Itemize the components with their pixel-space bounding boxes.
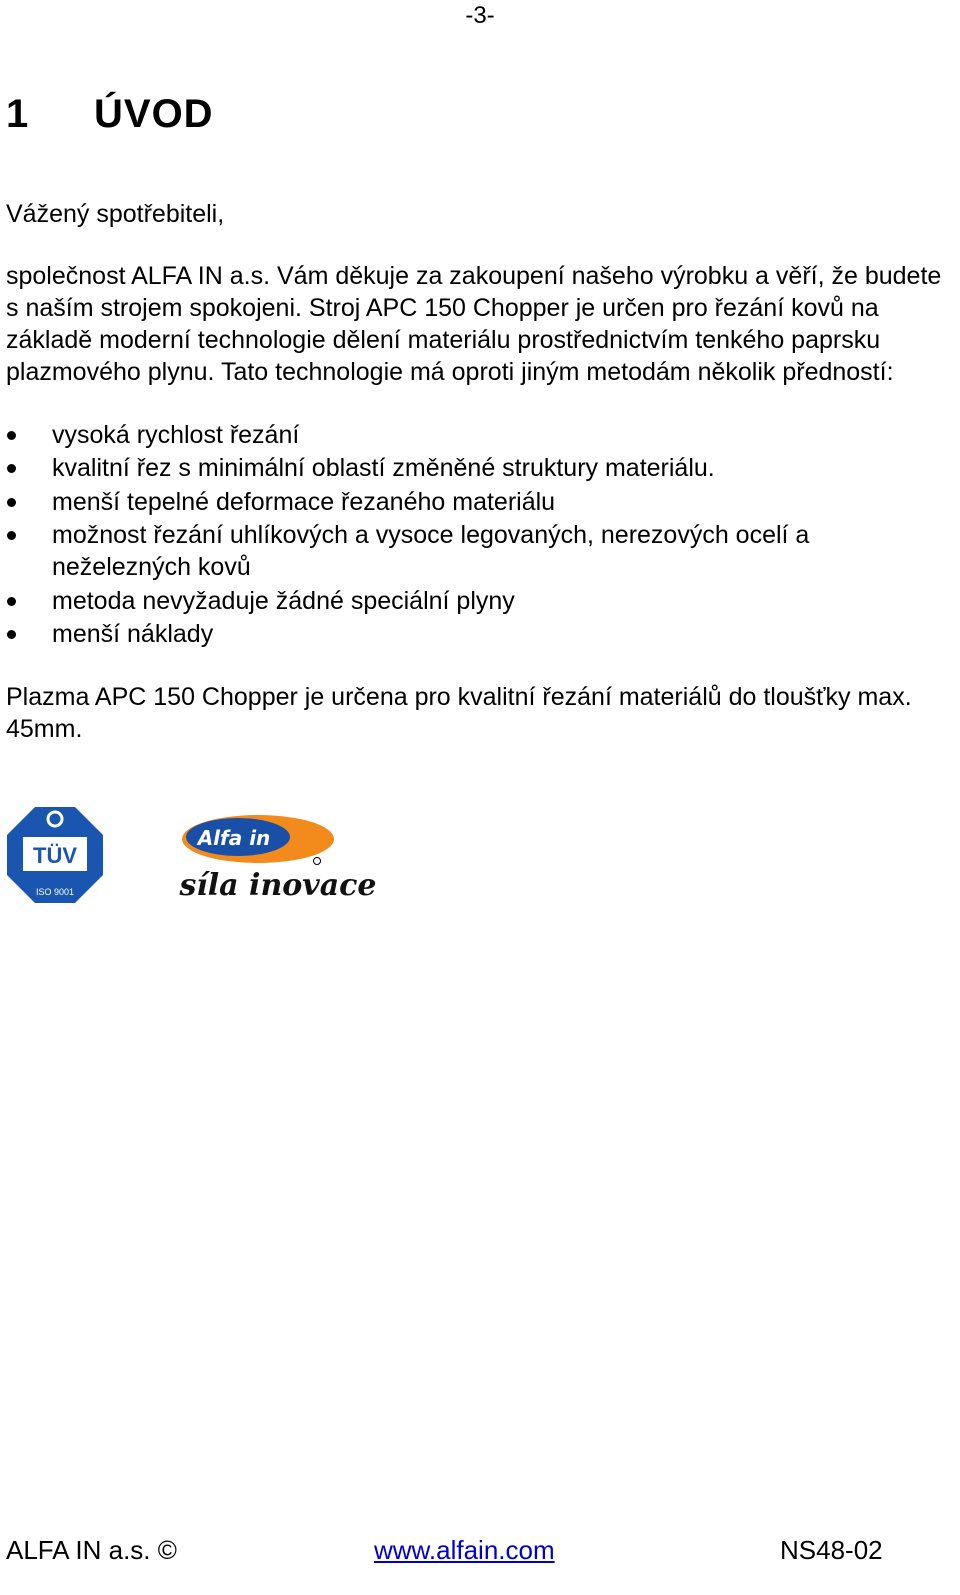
footer-doc-code: NS48-02 bbox=[780, 1535, 883, 1565]
section-number: 1 bbox=[6, 92, 30, 136]
bullet-icon bbox=[7, 431, 16, 440]
footer-company: ALFA IN a.s. © bbox=[6, 1535, 177, 1565]
bullet-icon bbox=[7, 531, 16, 540]
page-number: -3- bbox=[465, 2, 495, 29]
logos bbox=[0, 805, 400, 915]
list-item: menší tepelné deformace řezaného materiálu bbox=[0, 486, 945, 518]
greeting: Vážený spotřebiteli, bbox=[6, 200, 225, 228]
bullet-icon bbox=[7, 464, 16, 473]
alfa-tagline: síla inovace bbox=[179, 868, 377, 903]
page-footer bbox=[0, 1535, 960, 1569]
intro-paragraph: společnost ALFA IN a.s. Vám děkuje za zakoupení našeho výrobku a věří, že budete s naším strojem spokojeni. Stroj APC 150 Chopper je určen pro řezání kovů na základě moderní technologie dělení materiálu prostřednictvím tenkého paprsku plazmového plynu. Tato technologie má oproti jiným metodám několik předností: bbox=[6, 262, 942, 386]
list-item: kvalitní řez s minimální oblastí změněné struktury materiálu. bbox=[0, 452, 945, 484]
list-item: vysoká rychlost řezání bbox=[0, 419, 945, 451]
feature-list bbox=[0, 419, 945, 651]
closing-paragraph: Plazma APC 150 Chopper je určena pro kvalitní řezání materiálů do tloušťky max. 45mm. bbox=[6, 683, 912, 743]
list-item: metoda nevyžaduje žádné speciální plyny bbox=[0, 585, 945, 617]
list-item: menší náklady bbox=[0, 618, 945, 650]
alfa-in-logo bbox=[178, 811, 383, 906]
section-title: ÚVOD bbox=[94, 92, 214, 136]
tuv-logo bbox=[5, 805, 105, 905]
section-heading bbox=[6, 92, 214, 137]
bullet-icon bbox=[7, 630, 16, 639]
footer-website-link[interactable]: www.alfain.com bbox=[374, 1535, 555, 1565]
tuv-standard: ISO 9001 bbox=[35, 887, 75, 897]
bullet-icon bbox=[7, 498, 16, 507]
bullet-icon bbox=[7, 597, 16, 606]
alfa-brand: Alfa in bbox=[197, 826, 271, 850]
tuv-mark: TÜV bbox=[33, 843, 77, 868]
list-item: možnost řezání uhlíkových a vysoce legovaných, nerezových ocelí a neželezných kovů bbox=[0, 519, 945, 583]
